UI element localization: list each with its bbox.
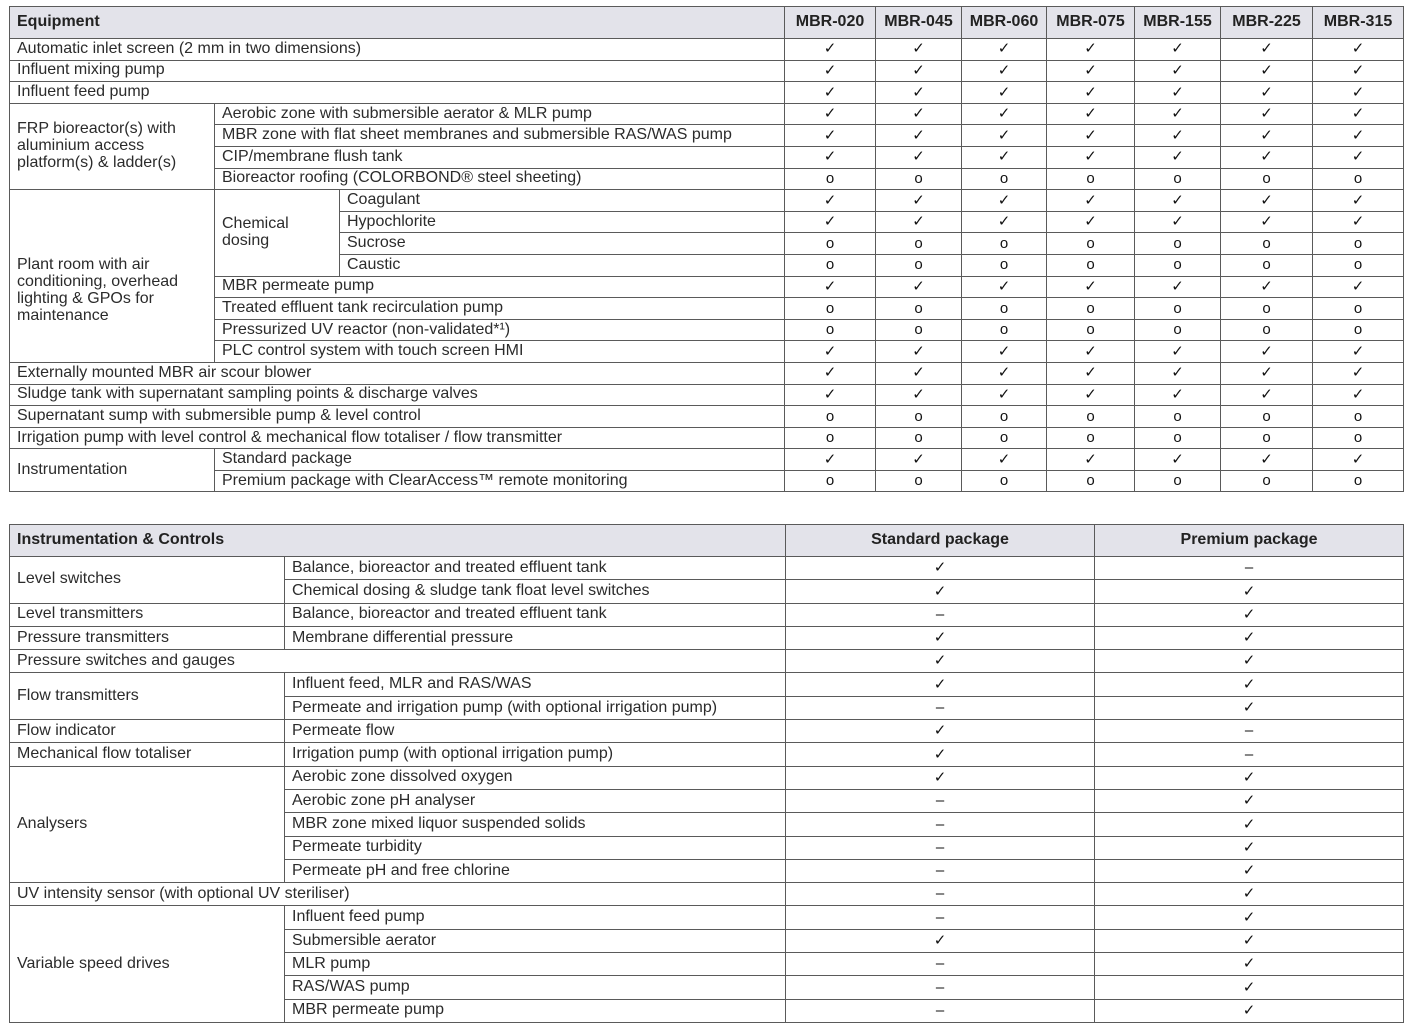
chemical-dosing-group-label: Chemical dosing [215,190,340,276]
controls-label: Balance, bioreactor and treated effluent tank [285,603,786,626]
model-mark: ✓ [1313,362,1404,384]
equipment-label: Premium package with ClearAccess™ remote monitoring [215,470,785,492]
model-mark: o [1135,427,1221,449]
model-mark: ✓ [1313,384,1404,406]
standard-mark: ✓ [786,720,1095,743]
model-mark: ✓ [1221,449,1313,471]
table-row [10,82,1404,104]
model-mark: ✓ [962,125,1047,147]
model-header: MBR-075 [1047,7,1135,39]
model-mark: ✓ [1221,190,1313,212]
equipment-label: Standard package [215,449,785,471]
model-mark: ✓ [1313,103,1404,125]
model-mark: ✓ [876,146,962,168]
premium-mark: ✓ [1095,906,1404,929]
standard-mark: – [786,953,1095,976]
equipment-label: Externally mounted MBR air scour blower [10,362,785,384]
model-mark: o [1313,319,1404,341]
model-mark: o [1135,168,1221,190]
model-mark: ✓ [1047,60,1135,82]
model-mark: ✓ [1047,341,1135,363]
model-mark: ✓ [876,60,962,82]
model-mark: o [876,298,962,320]
equipment-label: Irrigation pump with level control & mechanical flow totaliser / flow transmitter [10,427,785,449]
premium-mark: ✓ [1095,813,1404,836]
group-label: UV intensity sensor (with optional UV steriliser) [10,883,786,906]
model-mark: o [1135,470,1221,492]
premium-mark: ✓ [1095,766,1404,789]
model-mark: ✓ [1047,190,1135,212]
model-mark: o [962,427,1047,449]
equipment-label: Sucrose [340,233,785,255]
table-row [10,168,1404,190]
model-mark: ✓ [785,103,876,125]
premium-mark: ✓ [1095,673,1404,696]
model-mark: ✓ [1313,341,1404,363]
model-mark: ✓ [1135,211,1221,233]
model-mark: o [962,470,1047,492]
standard-mark: ✓ [786,766,1095,789]
standard-mark: – [786,836,1095,859]
model-mark: ✓ [1313,190,1404,212]
standard-mark: – [786,789,1095,812]
table-row [10,470,1404,492]
model-mark: ✓ [876,362,962,384]
model-mark: ✓ [1047,82,1135,104]
model-mark: ✓ [785,211,876,233]
model-mark: ✓ [1221,341,1313,363]
table-row [10,319,1404,341]
standard-mark: ✓ [786,650,1095,673]
model-mark: ✓ [876,384,962,406]
model-mark: o [876,254,962,276]
premium-mark: ✓ [1095,789,1404,812]
model-mark: o [1313,168,1404,190]
model-mark: ✓ [962,211,1047,233]
premium-mark: – [1095,743,1404,766]
table-row [10,766,1404,789]
model-mark: ✓ [785,362,876,384]
equipment-label: Influent mixing pump [10,60,785,82]
model-mark: o [785,470,876,492]
model-mark: ✓ [1313,82,1404,104]
model-mark: o [1221,406,1313,428]
model-mark: ✓ [876,82,962,104]
table-row [10,146,1404,168]
table-row [10,125,1404,147]
premium-mark: ✓ [1095,626,1404,649]
model-mark: o [1313,427,1404,449]
group-label: Analysers [10,766,285,882]
controls-label: Permeate and irrigation pump (with optional irrigation pump) [285,696,786,719]
model-mark: ✓ [1313,211,1404,233]
premium-mark: – [1095,720,1404,743]
standard-mark: ✓ [786,743,1095,766]
model-mark: o [1221,298,1313,320]
equipment-label: Aerobic zone with submersible aerator & MLR pump [215,103,785,125]
premium-mark: ✓ [1095,883,1404,906]
table-row [10,276,1404,298]
equipment-label: Hypochlorite [340,211,785,233]
group-label: Pressure switches and gauges [10,650,786,673]
model-mark: ✓ [1047,103,1135,125]
premium-mark: ✓ [1095,929,1404,952]
standard-mark: – [786,696,1095,719]
model-mark: o [876,470,962,492]
model-mark: ✓ [962,449,1047,471]
frp-group-label: FRP bioreactor(s) with aluminium access platform(s) & ladder(s) [10,103,215,189]
standard-mark: – [786,603,1095,626]
model-mark: o [1313,254,1404,276]
premium-mark: ✓ [1095,580,1404,603]
table-row [10,103,1404,125]
model-mark: o [1313,406,1404,428]
table-row [10,906,1404,929]
standard-mark: ✓ [786,929,1095,952]
model-mark: o [785,298,876,320]
model-mark: o [876,233,962,255]
model-mark: ✓ [1313,125,1404,147]
model-header: MBR-060 [962,7,1047,39]
model-mark: o [1135,254,1221,276]
model-mark: o [962,406,1047,428]
table-row [10,720,1404,743]
model-mark: ✓ [785,341,876,363]
premium-mark: ✓ [1095,836,1404,859]
premium-mark: ✓ [1095,859,1404,882]
table-row [10,362,1404,384]
group-label: Level switches [10,557,285,604]
equipment-title: Equipment [10,7,785,39]
model-header: MBR-155 [1135,7,1221,39]
controls-label: RAS/WAS pump [285,976,786,999]
model-mark: ✓ [1135,190,1221,212]
model-mark: o [962,168,1047,190]
model-mark: o [876,168,962,190]
model-mark: o [785,233,876,255]
model-mark: ✓ [962,362,1047,384]
model-mark: ✓ [1135,384,1221,406]
model-mark: ✓ [1047,211,1135,233]
model-mark: ✓ [1135,146,1221,168]
controls-label: Aerobic zone dissolved oxygen [285,766,786,789]
premium-mark: ✓ [1095,603,1404,626]
model-mark: ✓ [785,276,876,298]
model-mark: o [1221,427,1313,449]
premium-mark: ✓ [1095,650,1404,673]
group-label: Mechanical flow totaliser [10,743,285,766]
model-mark: o [1047,427,1135,449]
model-mark: ✓ [1135,125,1221,147]
table-row [10,883,1404,906]
model-mark: o [1047,254,1135,276]
model-mark: o [1135,233,1221,255]
equipment-label: MBR zone with flat sheet membranes and submersible RAS/WAS pump [215,125,785,147]
model-mark: ✓ [1221,39,1313,61]
model-mark: ✓ [1047,39,1135,61]
model-mark: o [876,319,962,341]
table-row [10,190,1404,212]
model-mark: ✓ [962,60,1047,82]
standard-mark: – [786,906,1095,929]
model-mark: ✓ [1221,362,1313,384]
controls-label: Submersible aerator [285,929,786,952]
equipment-label: Automatic inlet screen (2 mm in two dimensions) [10,39,785,61]
standard-mark: – [786,976,1095,999]
equipment-label: Supernatant sump with submersible pump & level control [10,406,785,428]
model-header: MBR-020 [785,7,876,39]
equipment-header-row [10,7,1404,39]
model-mark: ✓ [962,341,1047,363]
table-row [10,39,1404,61]
model-mark: ✓ [785,125,876,147]
model-mark: ✓ [785,384,876,406]
model-mark: ✓ [962,384,1047,406]
table-row [10,298,1404,320]
standard-mark: – [786,813,1095,836]
equipment-label: MBR permeate pump [215,276,785,298]
model-mark: ✓ [785,82,876,104]
model-mark: o [1313,233,1404,255]
model-mark: ✓ [876,103,962,125]
premium-mark: ✓ [1095,999,1404,1022]
model-mark: o [785,406,876,428]
standard-package-header: Standard package [786,525,1095,557]
model-mark: ✓ [785,449,876,471]
model-mark: ✓ [1047,362,1135,384]
table-row [10,406,1404,428]
model-mark: ✓ [1221,146,1313,168]
model-mark: ✓ [1313,146,1404,168]
standard-mark: – [786,999,1095,1022]
model-mark: o [1135,298,1221,320]
table-row [10,384,1404,406]
instrumentation-group-label: Instrumentation [10,449,215,492]
model-mark: ✓ [785,146,876,168]
model-mark: ✓ [785,190,876,212]
model-mark: ✓ [1135,82,1221,104]
model-mark: ✓ [1313,449,1404,471]
table-row [10,743,1404,766]
model-mark: o [1221,168,1313,190]
model-mark: o [1135,319,1221,341]
equipment-label: PLC control system with touch screen HMI [215,341,785,363]
model-mark: ✓ [962,276,1047,298]
table-row [10,673,1404,696]
model-mark: ✓ [1313,60,1404,82]
group-label: Flow indicator [10,720,285,743]
controls-label: Aerobic zone pH analyser [285,789,786,812]
equipment-table [9,6,1404,492]
model-mark: ✓ [1047,449,1135,471]
model-mark: ✓ [785,39,876,61]
model-mark: ✓ [876,39,962,61]
equipment-label: Pressurized UV reactor (non-validated*¹) [215,319,785,341]
model-mark: o [1221,470,1313,492]
model-mark: o [1221,254,1313,276]
table-row [10,341,1404,363]
model-mark: ✓ [1221,211,1313,233]
group-label: Flow transmitters [10,673,285,720]
model-mark: o [785,427,876,449]
model-mark: o [1047,298,1135,320]
premium-package-header: Premium package [1095,525,1404,557]
controls-label: Influent feed pump [285,906,786,929]
controls-header-row [10,525,1404,557]
model-mark: ✓ [962,103,1047,125]
equipment-label: Treated effluent tank recirculation pump [215,298,785,320]
equipment-label: Bioreactor roofing (COLORBOND® steel sheeting) [215,168,785,190]
standard-mark: ✓ [786,673,1095,696]
model-mark: ✓ [1047,146,1135,168]
table-row [10,650,1404,673]
model-header: MBR-045 [876,7,962,39]
premium-mark: ✓ [1095,953,1404,976]
model-mark: ✓ [1135,341,1221,363]
table-row [10,557,1404,580]
model-header: MBR-315 [1313,7,1404,39]
controls-label: Irrigation pump (with optional irrigation pump) [285,743,786,766]
model-mark: ✓ [1221,60,1313,82]
model-mark: ✓ [876,341,962,363]
table-row [10,626,1404,649]
model-mark: o [962,298,1047,320]
model-mark: o [962,319,1047,341]
model-mark: ✓ [1135,449,1221,471]
model-mark: ✓ [962,146,1047,168]
model-mark: ✓ [1047,125,1135,147]
controls-label: Permeate turbidity [285,836,786,859]
model-mark: ✓ [1313,276,1404,298]
model-mark: o [1047,233,1135,255]
premium-mark: ✓ [1095,696,1404,719]
model-mark: ✓ [962,190,1047,212]
model-header: MBR-225 [1221,7,1313,39]
model-mark: ✓ [785,60,876,82]
model-mark: ✓ [1135,39,1221,61]
group-label: Level transmitters [10,603,285,626]
controls-label: Balance, bioreactor and treated effluent tank [285,557,786,580]
premium-mark: – [1095,557,1404,580]
controls-label: MBR permeate pump [285,999,786,1022]
model-mark: o [1047,406,1135,428]
model-mark: ✓ [876,276,962,298]
model-mark: o [1047,470,1135,492]
model-mark: o [962,233,1047,255]
model-mark: ✓ [1047,384,1135,406]
model-mark: o [1221,319,1313,341]
model-mark: o [1135,406,1221,428]
table-row [10,603,1404,626]
plant-room-group-label: Plant room with air conditioning, overhead lighting & GPOs for maintenance [10,190,215,363]
model-mark: ✓ [1221,384,1313,406]
standard-mark: ✓ [786,580,1095,603]
model-mark: o [1221,233,1313,255]
equipment-label: Caustic [340,254,785,276]
group-label: Variable speed drives [10,906,285,1022]
controls-label: Membrane differential pressure [285,626,786,649]
model-mark: ✓ [876,125,962,147]
model-mark: o [876,427,962,449]
model-mark: ✓ [1313,39,1404,61]
model-mark: o [1047,319,1135,341]
model-mark: o [785,168,876,190]
model-mark: ✓ [1135,362,1221,384]
model-mark: ✓ [1221,276,1313,298]
table-row [10,449,1404,471]
standard-mark: – [786,859,1095,882]
model-mark: ✓ [876,211,962,233]
table-row [10,60,1404,82]
model-mark: ✓ [1221,103,1313,125]
model-mark: ✓ [1135,276,1221,298]
equipment-label: Influent feed pump [10,82,785,104]
equipment-label: Sludge tank with supernatant sampling points & discharge valves [10,384,785,406]
model-mark: ✓ [876,449,962,471]
model-mark: ✓ [1047,276,1135,298]
controls-label: MLR pump [285,953,786,976]
controls-label: Influent feed, MLR and RAS/WAS [285,673,786,696]
standard-mark: – [786,883,1095,906]
model-mark: o [785,254,876,276]
group-label: Pressure transmitters [10,626,285,649]
standard-mark: ✓ [786,626,1095,649]
premium-mark: ✓ [1095,976,1404,999]
model-mark: o [962,254,1047,276]
controls-table [9,524,1404,1023]
controls-label: MBR zone mixed liquor suspended solids [285,813,786,836]
model-mark: ✓ [1135,60,1221,82]
controls-label: Permeate flow [285,720,786,743]
model-mark: o [1047,168,1135,190]
model-mark: o [1313,298,1404,320]
controls-label: Chemical dosing & sludge tank float level switches [285,580,786,603]
equipment-label: Coagulant [340,190,785,212]
equipment-label: CIP/membrane flush tank [215,146,785,168]
model-mark: o [876,406,962,428]
controls-label: Permeate pH and free chlorine [285,859,786,882]
table-row [10,427,1404,449]
model-mark: ✓ [962,82,1047,104]
controls-title: Instrumentation & Controls [10,525,786,557]
model-mark: ✓ [876,190,962,212]
model-mark: ✓ [1221,82,1313,104]
model-mark: ✓ [1135,103,1221,125]
model-mark: o [1313,470,1404,492]
model-mark: ✓ [962,39,1047,61]
model-mark: ✓ [1221,125,1313,147]
model-mark: o [785,319,876,341]
standard-mark: ✓ [786,557,1095,580]
